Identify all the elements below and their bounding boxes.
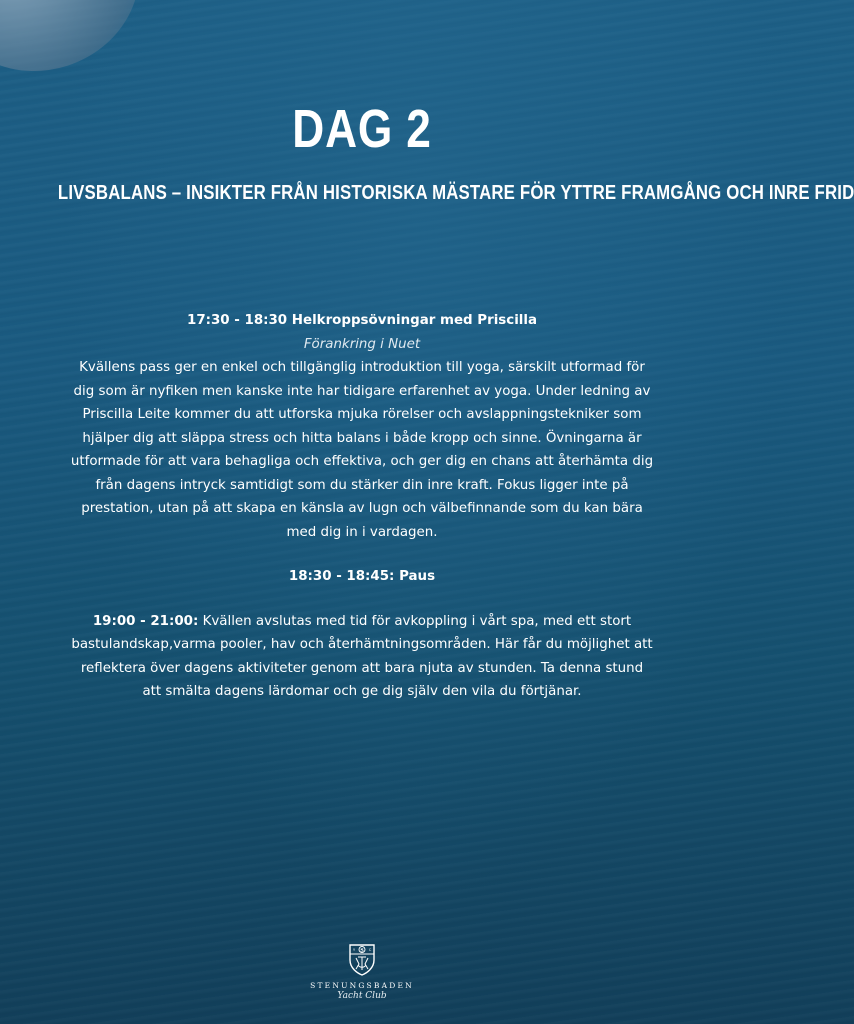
svg-text:S: S [360, 948, 364, 954]
svg-text:Y: Y [352, 948, 356, 952]
club-name: STENUNGSBADEN [310, 981, 414, 990]
pause-heading: 18:30 - 18:45: Paus [288, 569, 436, 584]
session-description: Kvällens pass ger en enkel och tillgänglig introduktion till yoga, särskilt utformad för dig som är nyfiken men kanske inte har tidigare erfarenhet av yoga. Under ledning av Priscilla Leite kommer du att utforska mjuka rörelser och avslappningstekniker som hjälper dig att släppa stress och hitta balans i både kropp och sinne. Övningarna är utformade för att vara behagliga och effektiva, och ger dig en chans att återhämta dig från dagens intryck samtidigt som du stärker din inre kraft. Fokus ligger inte på prestation, utan på att skapa en känsla av lugn och välbefinnande som du kan bära med dig in i vardagen. [70, 360, 654, 540]
club-crest-icon [347, 942, 377, 976]
session-subtitle: Förankring i Nuet [303, 336, 421, 352]
page-subtitle: LIVSBALANS – INSIKTER FRÅN HISTORISKA MÄSTARE FÖR YTTRE FRAMGÅNG OCH INRE FRID [57, 182, 854, 204]
evening-text: Kvällen avslutas med tid för avkoppling i vårt spa, med ett stort bastulandskap,varma pooler, hav och återhämtningsområden. Här får du möjlighet att reflektera över dagens aktiviteter genom att bara njuta av stunden. Ta denna stund att smälta dagens lärdomar och ge dig själv den vila du förtjänar. [71, 613, 653, 699]
club-script: Yacht Club [337, 991, 387, 1001]
club-logo [0, 942, 724, 1001]
session-heading: 17:30 - 18:30 Helkroppsövningar med Priscilla [187, 313, 537, 328]
evening-time: 19:00 - 21:00: [92, 613, 199, 629]
evening-paragraph [70, 610, 654, 704]
svg-text:C: C [368, 948, 372, 952]
program-content [70, 309, 654, 704]
background-rock-shape [0, 0, 163, 96]
page-title: DAG 2 [292, 99, 432, 159]
